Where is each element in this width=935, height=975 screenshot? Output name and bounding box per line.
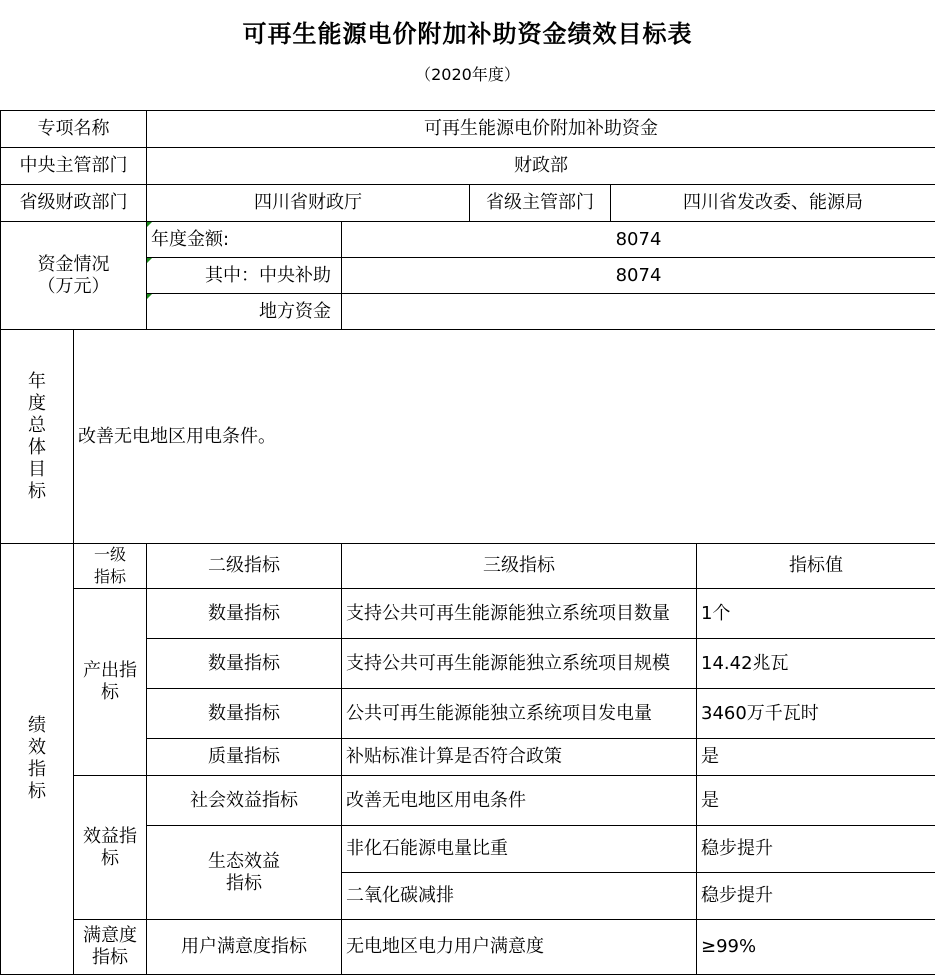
- funds-annual-row: [1, 222, 935, 258]
- central-subsidy-value: 8074: [342, 258, 935, 294]
- level3-cell: 补贴标准计算是否符合政策: [342, 739, 697, 776]
- value-cell: 是: [697, 739, 935, 776]
- goal-char: 体: [5, 437, 69, 459]
- provincial-dept-label: 省级主管部门: [470, 185, 611, 222]
- provincial-dept-value: 四川省发改委、能源局: [611, 185, 935, 222]
- table-row: [1, 920, 935, 975]
- provincial-finance-value: 四川省财政厅: [147, 185, 470, 222]
- header-level1: [74, 544, 147, 589]
- eco-benefit-level2: [147, 826, 342, 920]
- header-level2: 二级指标: [147, 544, 342, 589]
- satisfaction-indicator-label: [74, 920, 147, 975]
- goal-char: 度: [5, 393, 69, 415]
- central-subsidy-label: 其中：中央补助: [147, 258, 342, 294]
- section-char: 标: [5, 781, 69, 803]
- level3-cell: 二氧化碳减排: [342, 873, 697, 920]
- level3-cell: 支持公共可再生能源能独立系统项目数量: [342, 589, 697, 639]
- output-indicator-label: [74, 589, 147, 776]
- project-name-label: 专项名称: [1, 111, 147, 148]
- section-char: 指: [5, 759, 69, 781]
- level2-cell: 数量指标: [147, 589, 342, 639]
- central-dept-label: 中央主管部门: [1, 148, 147, 185]
- level2-cell: 数量指标: [147, 639, 342, 689]
- level2-cell: 数量指标: [147, 689, 342, 739]
- satisfaction-label-line2: 指标: [78, 947, 142, 969]
- level2-cell: 质量指标: [147, 739, 342, 776]
- value-cell: ≥99%: [697, 920, 935, 975]
- value-cell: 是: [697, 776, 935, 826]
- value-cell: 1个: [697, 589, 935, 639]
- level3-cell: 公共可再生能源能独立系统项目发电量: [342, 689, 697, 739]
- level2-cell: 用户满意度指标: [147, 920, 342, 975]
- level3-cell: 支持公共可再生能源能独立系统项目规模: [342, 639, 697, 689]
- annual-goal-text: 改善无电地区用电条件。: [74, 330, 935, 544]
- output-label-line1: 产出指: [78, 660, 142, 682]
- section-char: 效: [5, 737, 69, 759]
- eco-level2-line1: 生态效益: [151, 851, 337, 873]
- eco-level2-line2: 指标: [151, 873, 337, 895]
- value-cell: 稳步提升: [697, 826, 935, 873]
- local-funds-label: 地方资金: [147, 294, 342, 330]
- annual-amount-label: 年度金额:: [147, 222, 342, 258]
- annual-goal-label: [1, 330, 74, 544]
- level2-cell: 社会效益指标: [147, 776, 342, 826]
- satisfaction-label-line1: 满意度: [78, 925, 142, 947]
- benefit-indicator-label: [74, 776, 147, 920]
- funds-label-line2: （万元）: [5, 276, 142, 298]
- project-name-value: 可再生能源电价附加补助资金: [147, 111, 935, 148]
- provincial-finance-label: 省级财政部门: [1, 185, 147, 222]
- annual-goal-row: [1, 330, 935, 544]
- table-row: [1, 776, 935, 826]
- funds-label-line1: 资金情况: [5, 254, 142, 276]
- output-label-line2: 标: [78, 682, 142, 704]
- annual-amount-value: 8074: [342, 222, 935, 258]
- indicators-section-label: [1, 544, 74, 975]
- value-cell: 稳步提升: [697, 873, 935, 920]
- goal-char: 标: [5, 481, 69, 503]
- header-level1-line1: 一级: [78, 544, 142, 566]
- section-char: 绩: [5, 715, 69, 737]
- performance-table: [0, 110, 935, 975]
- goal-char: 目: [5, 459, 69, 481]
- local-funds-value: [342, 294, 935, 330]
- goal-char: 总: [5, 415, 69, 437]
- table-row: [1, 589, 935, 639]
- header-level1-line2: 指标: [78, 566, 142, 588]
- level3-cell: 改善无电地区用电条件: [342, 776, 697, 826]
- level3-cell: 非化石能源电量比重: [342, 826, 697, 873]
- value-cell: 3460万千瓦时: [697, 689, 935, 739]
- provincial-row: [1, 185, 935, 222]
- project-name-row: [1, 111, 935, 148]
- funds-label: [1, 222, 147, 330]
- benefit-label-line1: 效益指: [78, 826, 142, 848]
- level3-cell: 无电地区电力用户满意度: [342, 920, 697, 975]
- page-subtitle: （2020年度）: [0, 62, 935, 85]
- central-dept-value: 财政部: [147, 148, 935, 185]
- central-dept-row: [1, 148, 935, 185]
- header-level3: 三级指标: [342, 544, 697, 589]
- header-value: 指标值: [697, 544, 935, 589]
- benefit-label-line2: 标: [78, 848, 142, 870]
- page-title: 可再生能源电价附加补助资金绩效目标表: [0, 14, 935, 49]
- value-cell: 14.42兆瓦: [697, 639, 935, 689]
- goal-char: 年: [5, 371, 69, 393]
- indicator-header-row: [1, 544, 935, 589]
